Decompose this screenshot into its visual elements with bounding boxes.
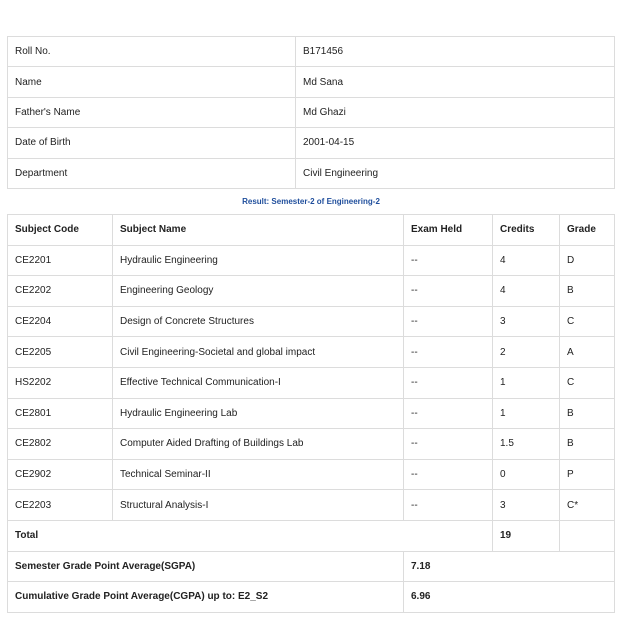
cgpa-row bbox=[8, 582, 615, 613]
exam-held: -- bbox=[404, 367, 493, 398]
name-label: Name bbox=[8, 67, 296, 97]
info-row-dob bbox=[8, 128, 615, 158]
credits: 2 bbox=[493, 337, 560, 368]
credits: 3 bbox=[493, 306, 560, 337]
credits: 1 bbox=[493, 398, 560, 429]
dob-value: 2001-04-15 bbox=[296, 128, 615, 158]
subject-code: CE2204 bbox=[8, 306, 113, 337]
department-value: Civil Engineering bbox=[296, 158, 615, 188]
subject-name: Engineering Geology bbox=[113, 276, 404, 307]
sgpa-row bbox=[8, 551, 615, 582]
subject-code: CE2203 bbox=[8, 490, 113, 521]
header-credits: Credits bbox=[493, 215, 560, 246]
grade: B bbox=[560, 398, 615, 429]
table-row bbox=[8, 337, 615, 368]
grade: A bbox=[560, 337, 615, 368]
dob-label: Date of Birth bbox=[8, 128, 296, 158]
info-row-department bbox=[8, 158, 615, 188]
grade: C* bbox=[560, 490, 615, 521]
exam-held: -- bbox=[404, 459, 493, 490]
exam-held: -- bbox=[404, 429, 493, 460]
cgpa-label: Cumulative Grade Point Average(CGPA) up to: E2_S2 bbox=[8, 582, 404, 613]
info-row-father-name bbox=[8, 97, 615, 127]
table-row bbox=[8, 429, 615, 460]
name-value: Md Sana bbox=[296, 67, 615, 97]
result-title: Result: Semester-2 of Engineering-2 bbox=[242, 197, 380, 206]
header-subject-name: Subject Name bbox=[113, 215, 404, 246]
grade: B bbox=[560, 429, 615, 460]
info-row-name bbox=[8, 67, 615, 97]
credits: 3 bbox=[493, 490, 560, 521]
subject-code: CE2202 bbox=[8, 276, 113, 307]
subject-code: CE2201 bbox=[8, 245, 113, 276]
sgpa-label: Semester Grade Point Average(SGPA) bbox=[8, 551, 404, 582]
cgpa-value: 6.96 bbox=[404, 582, 615, 613]
table-row bbox=[8, 306, 615, 337]
table-row bbox=[8, 459, 615, 490]
grade: C bbox=[560, 367, 615, 398]
roll-no-label: Roll No. bbox=[8, 37, 296, 67]
grade: P bbox=[560, 459, 615, 490]
subject-name: Effective Technical Communication-I bbox=[113, 367, 404, 398]
header-exam-held: Exam Held bbox=[404, 215, 493, 246]
roll-no-value: B171456 bbox=[296, 37, 615, 67]
subject-name: Hydraulic Engineering bbox=[113, 245, 404, 276]
credits: 4 bbox=[493, 276, 560, 307]
father-name-value: Md Ghazi bbox=[296, 97, 615, 127]
table-row bbox=[8, 398, 615, 429]
grade: D bbox=[560, 245, 615, 276]
subject-name: Structural Analysis-I bbox=[113, 490, 404, 521]
exam-held: -- bbox=[404, 490, 493, 521]
total-row bbox=[8, 520, 615, 551]
info-row-roll-no bbox=[8, 37, 615, 67]
subject-name: Design of Concrete Structures bbox=[113, 306, 404, 337]
credits: 4 bbox=[493, 245, 560, 276]
grade: B bbox=[560, 276, 615, 307]
subject-code: CE2902 bbox=[8, 459, 113, 490]
student-info-table bbox=[7, 36, 615, 189]
exam-held: -- bbox=[404, 337, 493, 368]
exam-held: -- bbox=[404, 398, 493, 429]
table-row bbox=[8, 367, 615, 398]
subject-code: CE2802 bbox=[8, 429, 113, 460]
table-row bbox=[8, 276, 615, 307]
sgpa-value: 7.18 bbox=[404, 551, 615, 582]
table-row bbox=[8, 490, 615, 521]
grades-table bbox=[7, 214, 615, 613]
header-subject-code: Subject Code bbox=[8, 215, 113, 246]
father-name-label: Father's Name bbox=[8, 97, 296, 127]
exam-held: -- bbox=[404, 276, 493, 307]
subject-name: Civil Engineering-Societal and global impact bbox=[113, 337, 404, 368]
credits: 1 bbox=[493, 367, 560, 398]
credits: 1.5 bbox=[493, 429, 560, 460]
department-label: Department bbox=[8, 158, 296, 188]
table-row bbox=[8, 245, 615, 276]
grade: C bbox=[560, 306, 615, 337]
exam-held: -- bbox=[404, 306, 493, 337]
subject-name: Technical Seminar-II bbox=[113, 459, 404, 490]
subject-name: Hydraulic Engineering Lab bbox=[113, 398, 404, 429]
exam-held: -- bbox=[404, 245, 493, 276]
subject-code: CE2801 bbox=[8, 398, 113, 429]
total-label: Total bbox=[8, 520, 493, 551]
subject-name: Computer Aided Drafting of Buildings Lab bbox=[113, 429, 404, 460]
subject-code: HS2202 bbox=[8, 367, 113, 398]
header-grade: Grade bbox=[560, 215, 615, 246]
grades-header-row bbox=[8, 215, 615, 246]
total-grade-empty bbox=[560, 520, 615, 551]
subject-code: CE2205 bbox=[8, 337, 113, 368]
total-credits: 19 bbox=[493, 520, 560, 551]
credits: 0 bbox=[493, 459, 560, 490]
